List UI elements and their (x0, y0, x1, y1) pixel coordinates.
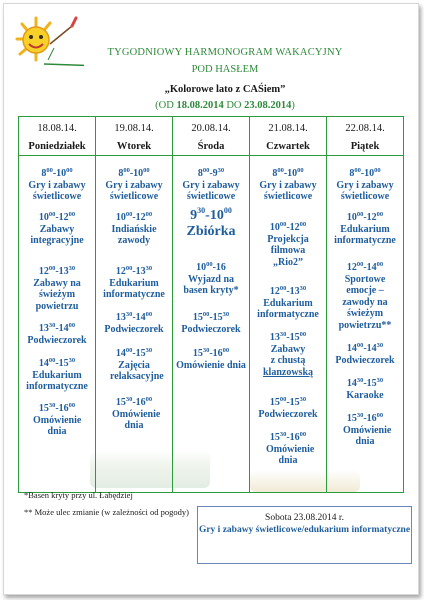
footnote-weather: ** Może ulec zmianie (w zależności od pogody) (24, 507, 189, 517)
activity: $13^{30}-15^{00}$ Zabawy z chustą klanzowską (262, 331, 313, 378)
activity: $14^{00}-14^{30}$ Podwieczorek (335, 342, 395, 366)
activity: $10^{00}-12^{00}$ Zabawy integracyjne (30, 211, 84, 246)
day-column-friday (327, 156, 404, 493)
activity: $15^{30}-16^{00}$ Omówienie dnia (112, 396, 161, 431)
activity: $14^{00}-15^{30}$ Edukarium informatyczne (26, 357, 88, 392)
activity: $15^{30}-16^{00}$ Omówienie dnia (176, 347, 246, 371)
activity: $8^{00}-10^{00}$ Gry i zabawy świetlicowe (259, 167, 317, 202)
activity: $15^{00}-15^{30}$ Podwieczorek (181, 311, 241, 335)
activity: $15^{30}-16^{00}$ Omówienie dnia (266, 431, 315, 466)
activity: $8^{00}-10^{00}$ Gry i zabawy świetlicowe (105, 167, 163, 202)
saturday-activity: Gry i zabawy świetlicowe/edukarium informatyczne (198, 525, 411, 535)
activity: $15^{30}-16^{00}$ Omówienie dnia (33, 402, 82, 437)
day-column-tuesday (96, 156, 173, 493)
schedule-header (60, 47, 390, 111)
day-header: 18.08.14. Poniedziałek (19, 117, 96, 156)
footnote-pool: *Basen kryty przy ul. Łabędziej (24, 490, 133, 500)
activity: $8^{00}-10^{00}$ Gry i zabawy świetlicowe (336, 167, 394, 202)
schedule-title: TYGODNIOWY HARMONOGRAM WAKACYJNY (107, 47, 343, 58)
schedule-date-range: (OD 18.08.2014 DO 23.08.2014) (155, 100, 295, 111)
activity: $8^{00}-9^{30}$ Gry i zabawy świetlicowe (182, 167, 240, 202)
activity: $15^{00}-15^{30}$ Podwieczorek (258, 396, 318, 420)
schedule-motto: „Kolorowe lato z CAŚiem” (164, 84, 286, 95)
activity: $13^{30}-14^{00}$ Podwieczorek (27, 322, 87, 346)
activity: $10^{00}-12^{00}$ Projekcja filmowa „Rio2” (267, 221, 309, 268)
day-column-wednesday (173, 156, 250, 493)
activity: $15^{30}-16^{00}$ Omówienie dnia (343, 412, 392, 447)
activity: $12^{00}-13^{30}$ Zabawy na świeżym powietrzu (33, 265, 81, 312)
day-column-thursday (250, 156, 327, 493)
activity: $10^{00}-12^{00}$ Indiańskie zawody (111, 211, 157, 246)
day-column-monday (19, 156, 96, 493)
day-header: 22.08.14. Piątek (327, 117, 404, 156)
weekly-schedule-table (18, 116, 404, 493)
saturday-box (197, 506, 412, 564)
day-header: 19.08.14. Wtorek (96, 117, 173, 156)
saturday-title: Sobota 23.08.2014 r. (265, 513, 344, 523)
activity: $8^{00}-10^{00}$ Gry i zabawy świetlicowe (28, 167, 86, 202)
day-header: 21.08.14. Czwartek (250, 117, 327, 156)
activity: $10^{00}-16$ Wyjazd na basen kryty* (183, 261, 239, 296)
activity: $10^{00}-12^{00}$ Edukarium informatyczne (334, 211, 396, 246)
day-header: 20.08.14. Środa (173, 117, 250, 156)
activity: $14^{00}-15^{30}$ Zajęcia relaksacyjne (110, 347, 164, 382)
activity: $12^{00}-13^{30}$ Edukarium informatyczne (103, 265, 165, 300)
schedule-subtitle: POD HASŁEM (191, 64, 259, 75)
activity: $13^{30}-14^{00}$ Podwieczorek (104, 311, 164, 335)
activity: $12^{00}-13^{30}$ Edukarium informatyczne (257, 285, 319, 320)
activity: $14^{30}-15^{30}$ Karaoke (346, 377, 384, 401)
footnotes (24, 490, 189, 524)
activity-highlight: $9^{30}-10^{00}$ Zbiórka (186, 206, 236, 239)
activity: $12^{00}-14^{00}$ Sportowe emocje – zawody na świeżym powietrzu** (338, 261, 392, 331)
